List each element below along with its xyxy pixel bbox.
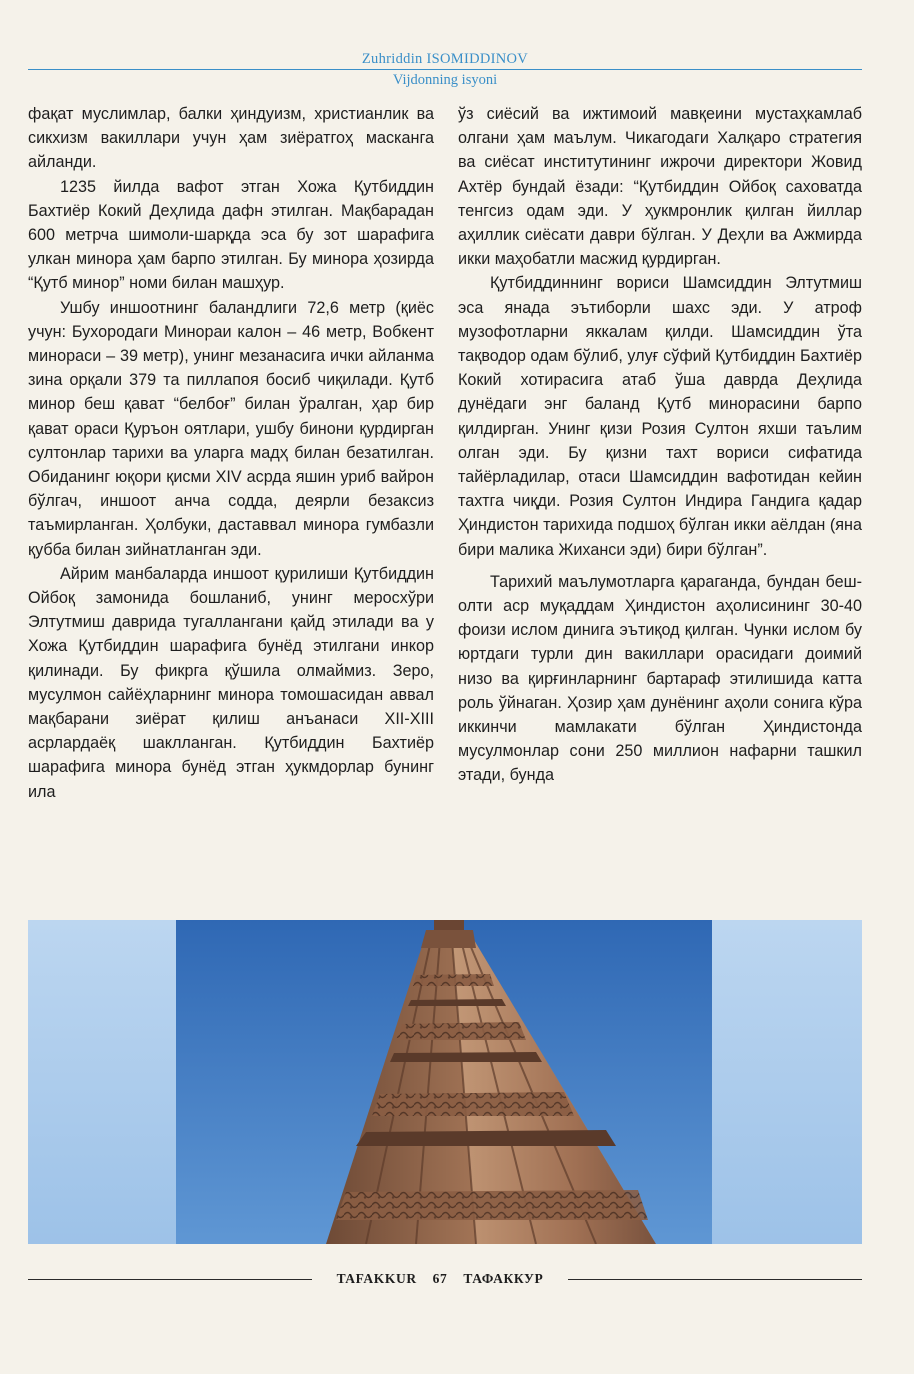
running-footer	[28, 1268, 862, 1292]
paragraph: Тарихий маълумотларга қараганда, бундан беш-олти аср муқаддам Ҳиндистон аҳолисининг 30-40 фоизи ислом динига эътиқод қилган. Чунки ислом бу юртдаги турли дин вакиллари орасидаги доимий низо ва қирғинларнинг бартараф этилишида катта роль ўйнаган. Ҳозир ҳам дунёнинг аҳоли сонига кўра иккинчи мамлакати бўлган Ҳиндистонда мусулмонлар сони 250 миллион нафарни ташкил этади, бунда	[458, 572, 862, 785]
footer-magazine-cyrillic: ТАФАККУР	[463, 1271, 544, 1286]
left-column	[28, 102, 434, 804]
right-column	[458, 102, 862, 788]
footer-label	[312, 1268, 568, 1290]
header-title: Vijdonning isyoni	[392, 72, 498, 88]
paragraph: 1235 йилда вафот этган Хожа Қутбиддин Бахтиёр Кокий Деҳлида дафн этилган. Мақбарадан 600 метрча шимоли-шарқда эса бу зот шарафига улкан минора ҳам барпо этилган. Бу минора ҳозирда “Қутб минор” номи билан машҳур.	[28, 177, 434, 293]
header-author: Zuhriddin ISOMIDDINOV	[361, 51, 529, 67]
paragraph: Қутбиддиннинг вориси Шамсиддин Элтутмиш эса янада эътиборли шахс эди. У атроф музофотларни яккалам қилди. Шамсиддин ўта тақводор одам бўлиб, улуғ сўфий Қутбиддин Бахтиёр Кокий хотирасига атаб ўша даврда Деҳлида дунёдаги энг баланд Қутб минорасини барпо қилдирган. Унинг қизи Розия Султон яхши таълим олган эди. Бу қизни тахт вориси сифатида тайёрладилар, отаси Шамсиддин вафотидан кейин тахтга чиқди. Розия Султон Индира Гандига қадар Ҳиндистон тарихида подшоҳ бўлган икки аёлдан (яна бири малика Жиханси эди) бири бўлган”.	[458, 274, 862, 559]
footer-rule-left	[28, 1279, 312, 1280]
footer-magazine-latin: TAFAKKUR	[336, 1271, 417, 1286]
paragraph: Айрим манбаларда иншоот қурилиши Қутбиддин Ойбоқ замонида бошланиб, унинг меросхўри Элтутмиш даврида тугаллангани қайд этилади ва у Хожа Қутбиддин шарафига бунёд этилгани инкор қилинади. Бу фикрга қўшила олмаймиз. Зеро, мусулмон сайёҳларнинг минора томошасидан аввал мақбарани зиёрат қилиш анъанаси XII-XIII асрлардаёқ шаклланган. Қутбиддин Бахтиёр шарафига минора бунёд этган ҳукмдорлар бунинг ила	[28, 564, 434, 801]
running-header	[28, 50, 862, 89]
page-number: 67	[432, 1271, 448, 1286]
minaret-illustration	[176, 920, 712, 1244]
header-rule	[28, 69, 862, 70]
paragraph: Ушбу иншоотнинг баландлиги 72,6 метр (қиёс учун: Бухородаги Минораи калон – 46 метр, Вобкент минораси – 39 метр), унинг мезанасига ички айланма зина орқали 379 та пиллапоя босиб чиқилади. Қутб минор беш қават “белбоғ” билан ўралган, ҳар бир қават ораси Қуръон оятлари, ушбу бинони қурдирган султонлар тарихи ва уларга мадҳ билан безатилган. Обиданинг юқори қисми XIV асрда яшин уриб вайрон бўлгач, иншоот анча содда, деярли безаксиз таъмирланган. Ҳолбуки, даставвал минора гумбазли қубба билан зийнатланган эди.	[28, 298, 434, 559]
footer-rule-right	[568, 1279, 862, 1280]
paragraph: ўз сиёсий ва ижтимоий мавқеини мустаҳкамлаб олгани ҳам маълум. Чикагодаги Халқаро стратегия ва сиёсат институтининг ижрочи директори Жовид Ахтёр бундай ёзади: “Қутбиддин Ойбоқ саховатда тенгсиз одам эди. У ҳукмронлик қилган йиллар аҳиллик сиёсати даври бўлган. У Деҳли ва Ажмирда икки маҳобатли масжид қурдирган.	[458, 105, 862, 269]
paragraph: фақат муслимлар, балки ҳиндуизм, христианлик ва сикхизм вакиллари учун ҳам зиёратгоҳ масканга айланди.	[28, 105, 434, 172]
minaret-photo	[176, 920, 712, 1244]
